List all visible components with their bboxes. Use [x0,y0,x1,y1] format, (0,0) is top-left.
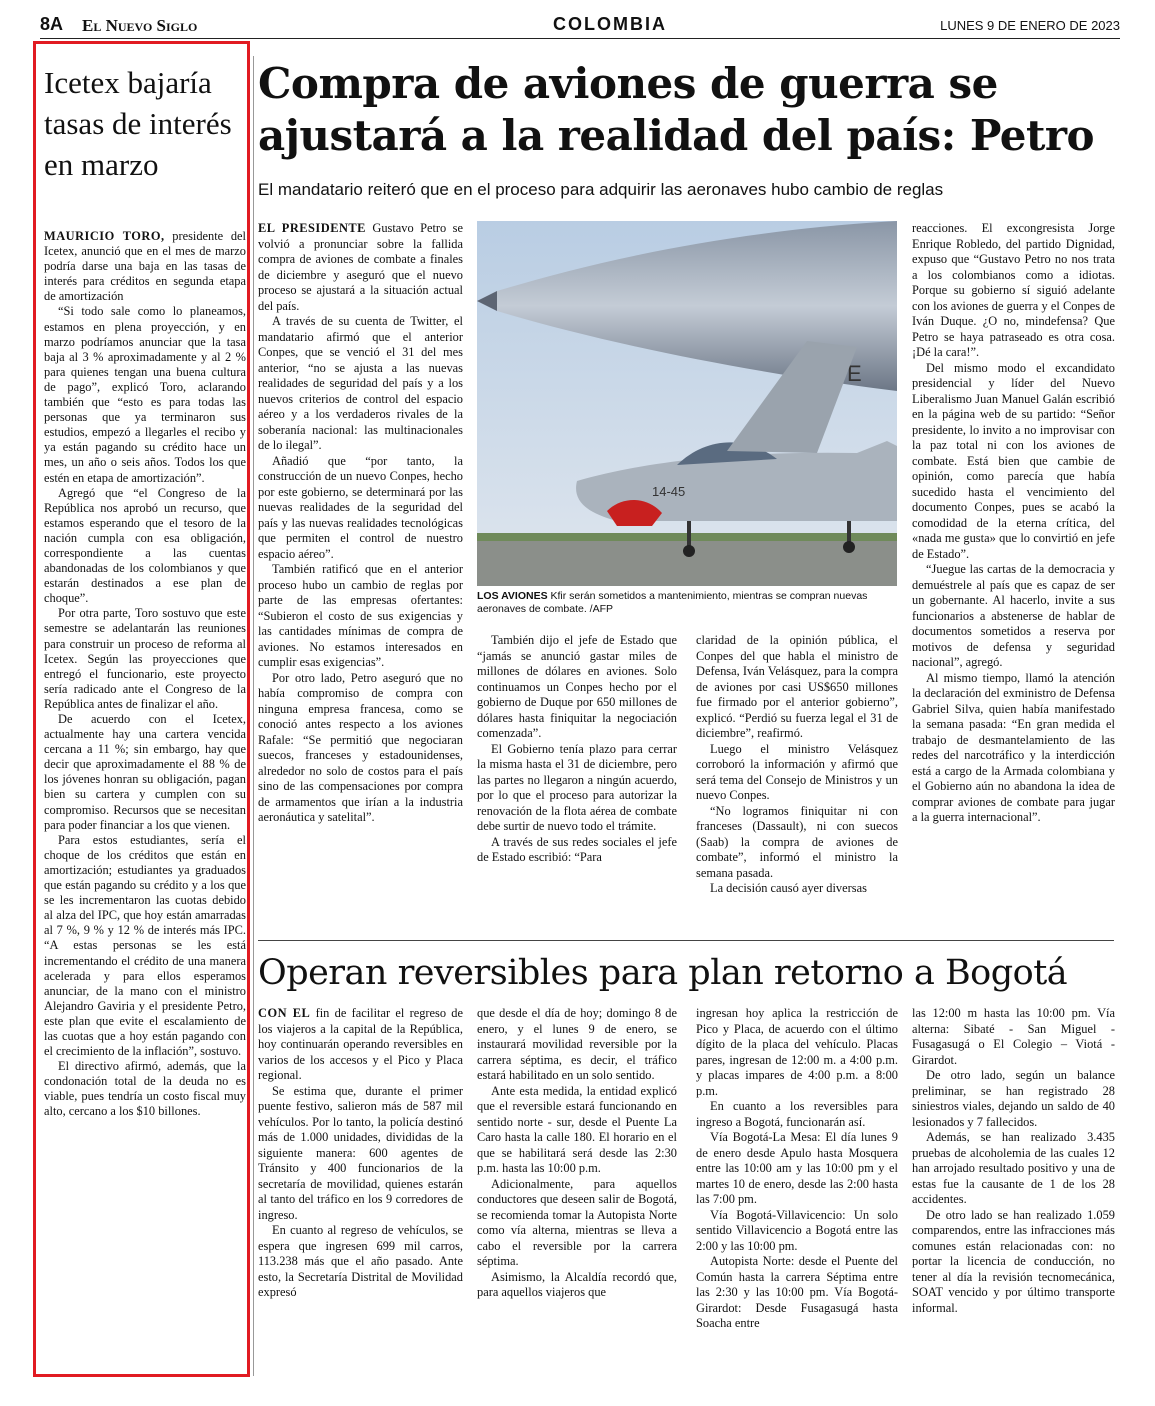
sidebar-paragraph: Para estos estudiantes, sería el choque de los créditos que están en amortización; estudiantes ya graduados que están pagando su crédito y a los que se les incrementaron las cuotas debido al alza del IPC, que hoy están amarradas al 7 %, 9 % y 12 % de interés más IPC. “A estas personas se les está incrementando el crédito de una manera acelerada y para ellos esperamos anunciar, de la mano con el ministro Alejandro Gaviria y el presidente Petro, este plan que evite el escalamiento de las cuotas que a hoy están pagando con el crecimiento de la inflación”, sostuvo. [44,832,246,1059]
article-paragraph: ingresan hoy aplica la restricción de Pico y Placa, de acuerdo con el último dígito de la placa del vehículo. Placas pares, ingresan de 12:00 m. a 4:00 p.m. y placas impares de 4:00 p.m. a 8:00 p.m. [696,1006,898,1098]
photo-credit: /AFP [586,603,614,615]
article-paragraph: CON EL fin de facilitar el regreso de los viajeros a la capital de la República, hoy continuarán operando reversibles en varios de los accesos y el Pico y Placa regional. [258,1006,463,1082]
column-divider [253,56,254,1376]
article-separator [258,940,1114,941]
article-paragraph: Vía Bogotá-La Mesa: El día lunes 9 de enero desde Apulo hasta Mosquera entre las 10:00 am y las 10:00 pm y el martes 10 de enero, desde las 2:00 hasta las 7:00 pm. [696,1130,898,1206]
article-paragraph: las 12:00 m hasta las 10:00 pm. Vía alterna: Sibaté - San Miguel - Fusagasugá o El Colegio – Viotá - Girardot. [912,1006,1115,1067]
article-paragraph: Ante esta medida, la entidad explicó que el reversible estará funcionando en sentido norte - sur, desde el Puente La Caro hasta la calle 180. El horario en el que se habilitará será desde las 2:30 p.m. hasta las 10:00 p.m. [477,1083,677,1175]
article-paragraph: Asimismo, la Alcaldía recordó que, para aquellos viajeros que [477,1269,677,1299]
main-subtitle: El mandatario reiteró que en el proceso para adquirir las aeronaves hubo cambio de reglas [258,180,944,199]
article-lead: CON EL [258,1006,311,1020]
svg-text:14-45: 14-45 [652,484,686,499]
photo-caption: LOS AVIONES Kfir serán sometidos a mantenimiento, mientras se compran nuevas aeronaves de combate. /AFP [477,590,868,615]
article-paragraph: Vía Bogotá-Villavicencio: Un solo sentido Villavicencio a Bogotá entre las 2:00 y las 10:00 pm. [696,1207,898,1253]
second-column-4 [912,1006,1115,1316]
main-column-2 [477,633,677,866]
article-paragraph: El Gobierno tenía plazo para cerrar la misma hasta el 31 de diciembre, pero las partes no llegaron a ningún acuerdo, por lo que el proceso para autorizar la renovación de la flota aérea de combate debe surtir de nuevo todo el trámite. [477,741,677,833]
article-paragraph: claridad de la opinión pública, el Conpes del que habla el ministro de Defensa, Iván Velásquez, para la compra de aviones por casi US$650 millones fue firmado por el anterior gobierno”, explicó. “Perdió su fuerza legal el 31 de diciembre”, reafirmó. [696,633,898,740]
main-column-1 [258,221,463,826]
article-lead: EL PRESIDENTE [258,221,366,235]
article-paragraph: En cuanto a los reversibles para ingreso a Bogotá, funcionarán así. [696,1099,898,1129]
sidebar-paragraph: Por otra parte, Toro sostuvo que este semestre se adelantarán las reuniones para construir un proceso de reforma al Icetex. Según las proyecciones que entregó el funcionario, este proyecto sería radicado ante el Congreso de la República antes de finalizar el año. [44,606,246,711]
page-header [40,10,1120,39]
sidebar-article [33,41,250,1377]
article-paragraph: que desde el día de hoy; domingo 8 de enero, y el lunes 9 de enero, se instaurará movilidad reversible por la carrera séptima, es decir, el tráfico estará habilitado en un solo sentido. [477,1006,677,1082]
second-column-3 [696,1006,898,1332]
article-paragraph: También dijo el jefe de Estado que “jamás se anunció gastar miles de millones de dólares en aviones. Solo continuamos un Conpes hecho por el gobierno de Duque por 650 millones de dólares hasta finiquitar la negociación comenzada”. [477,633,677,740]
article-paragraph: reacciones. El excongresista Jorge Enrique Robledo, del partido Dignidad, expuso que “Gustavo Petro no nos trata a los colombianos como a idiotas. Porque su gobierno sí siguió adelante con los aviones de guerra y el Conpes de Iván Duque. ¿O no, mindefensa? Que Petro se haya patraseado es otra cosa. ¡Dé la cara!”. [912,221,1115,359]
section-name: COLOMBIA [553,14,667,34]
article-paragraph: EL PRESIDENTE Gustavo Petro se volvió a pronunciar sobre la fallida compra de aviones de combate a finales de diciembre y aseguró que el nuevo proceso se ajustará a la situación actual del país. [258,221,463,313]
article-paragraph: Del mismo modo el excandidato presidencial y líder del Nuevo Liberalismo Juan Manuel Galán escribió en la página web de su partido: “Señor presidente, lo invito a no improvisar con la paz total ni con los aviones de combate. Está bien que cambie de opinión, como parecía que había sucedido hasta el vencimiento del documento Conpes, pues se acabó la comodidad de la eterna crítica, del «nada me gusta» que lo convirtió en jefe de Estado”. [912,360,1115,561]
second-column-2 [477,1006,677,1301]
second-headline: Operan reversibles para plan retorno a Bogotá [258,953,1068,993]
article-paragraph: A través de su cuenta de Twitter, el mandatario afirmó que el anterior Conpes, que se venció el 31 del mes anterior, “no se ajusta a las nuevas realidades de seguridad del país y a los nuevos criterios de control del espacio aéreo y a los verdaderos rivales de la soberanía nacional: las multinacionales de lo ilegal”. [258,314,463,452]
sidebar-paragraph: Agregó que “el Congreso de la República nos aprobó un recurso, que estamos esperando que el tesoro de la nación cumpla con esa obligación, correspondiente a las cuentas abandonadas de los colombianos y que estarán destinados a ese plan de choque”. [44,485,246,606]
article-paragraph: De otro lado, según un balance preliminar, se han registrado 28 siniestros viales, dejando un saldo de 40 lesionados y 7 fallecidos. [912,1068,1115,1129]
article-paragraph: Al mismo tiempo, llamó la atención la declaración del exministro de Defensa Gabriel Silva, quien había manifestado la semana pasada: “En gran medida el trabajo de desmantelamiento de las redes del narcotráfico y la interdicción está a cargo de la Armada colombiana y el Gobierno aún no abandona la idea de comprar aviones de combate para jugar a la guerra internacional”. [912,670,1115,824]
article-paragraph: Añadió que “por tanto, la construcción de un nuevo Conpes, hecho por este gobierno, se determinará por las nuevas realidades de la seguridad del país y las nuevas realidades tecnológicas que permiten el control de nuestro espacio aéreo”. [258,453,463,561]
sidebar-paragraph: “Si todo sale como lo planeamos, estamos en plena proyección, y en marzo podríamos anunciar que la tasa baja al 3 % aproximadamente y al 2 % para quienes tengan una buena cultura de pago”, explicó Toro, aclarando también que “esto es para todas las personas que ya terminaron sus estudios, empezó a llegarles el recibo y ya están pagando su crédito hace un mes, un año o seis años. Todos los que estén en etapa de amortización”. [44,304,246,485]
byline: MAURICIO TORO, [44,229,165,243]
article-paragraph: A través de sus redes sociales el jefe de Estado escribió: “Para [477,834,677,864]
sidebar-body [44,229,246,1120]
sidebar-headline: Icetex bajaría tasas de interés en marzo [44,65,232,182]
article-paragraph: Se estima que, durante el primer puente festivo, salieron más de 587 mil vehículos. Por lo tanto, la policía destinó más de 1.000 unidades, divididas de la siguiente manera: 600 agentes de Tránsito y 400 funcionarios de la secretaría de movilidad, quienes estarán al tanto del tráfico en los 9 corredores de ingreso. [258,1083,463,1222]
second-column-1 [258,1006,463,1301]
article-paragraph: Por otro lado, Petro aseguró que no había compromiso de compra con ninguna empresa francesa, como se conoció antes respecto a los aviones Rafale: “Se permitió que negociaran suecos, franceses y estadounidenses, alrededor no solo de costos para el país sino de las compensaciones por compra de armamentos que irían a la industria aeronáutica y satelital”. [258,670,463,824]
page-number: 8A [40,14,64,34]
caption-lead: LOS AVIONES [477,590,548,602]
article-paragraph: De otro lado se han realizado 1.059 comparendos, entre las infracciones más comunes están relacionadas con: no portar la licencia de conducción, no tener al día la revisión tecnomecánica, SOAT vencido y por último transporte informal. [912,1207,1115,1315]
main-column-3 [696,633,898,897]
sidebar-paragraph: El directivo afirmó, además, que la condonación total de la deuda no es viable, pues tendría un costo fiscal muy alto, cercano a los $10 billones. [44,1059,246,1119]
article-paragraph: También ratificó que en el anterior proceso hubo un cambio de reglas por parte de las empresas ofertantes: “Subieron el costo de sus exigencias y las cantidades mínimas de compra de aviones. No estamos interesados en cumplir esas exigencias”. [258,562,463,669]
article-paragraph: Adicionalmente, para aquellos conductores que deseen salir de Bogotá, se recomienda tomar la Autopista Norte como vía alterna, mientras se lleva a cabo el reversible por la carrera séptima. [477,1176,677,1268]
fighter-jet-illustration [477,221,897,586]
article-paragraph: En cuanto al regreso de vehículos, se espera que ingresen 699 mil carros, 113.238 más que el año pasado. Ante esto, la Secretaría Distrital de Movilidad expresó [258,1223,463,1299]
article-paragraph: Luego el ministro Velásquez corroboró la información y afirmó que será tema del Consejo de Ministros y un nuevo Conpes. [696,741,898,802]
fighter-jet-photo [477,221,897,586]
article-paragraph: “Juegue las cartas de la democracia y demuéstrele al país que es capaz de ser un gobernante. Al hacerlo, invite a sus funcionarios a abstenerse de hablar de documentos sometidos a reserva por motivos de defensa y seguridad nacional”, agregó. [912,562,1115,669]
svg-text:E: E [847,361,862,386]
main-column-4 [912,221,1115,826]
article-paragraph: Autopista Norte: desde el Puente del Común hasta la carrera Séptima entre las 2:30 y las 10:00 pm. Vía Bogotá-Girardot: Desde Fusagasugá hasta Soacha entre [696,1254,898,1330]
issue-date: LUNES 9 DE ENERO DE 2023 [940,18,1120,33]
sidebar-paragraph: De acuerdo con el Icetex, actualmente hay una cartera vencida cercana a 11 %; sin embargo, hay que decir que aproximadamente el 88 % de los jóvenes honran su obligación, pagan bien su cartera y cumplen con su compromiso. Recursos que se necesitan para poder financiar a los que vienen. [44,712,246,832]
article-paragraph: “No logramos finiquitar ni con franceses (Dassault), ni con suecos (Saab) la compra de aviones de combate”, informó el ministro la semana pasada. [696,803,898,880]
main-headline: Compra de aviones de guerra se ajustará a la realidad del país: Petro [258,59,1095,160]
article-paragraph: La decisión causó ayer diversas [710,881,867,895]
newspaper-name: El Nuevo Siglo [82,16,198,35]
sidebar-paragraph: MAURICIO TORO, presidente del Icetex, anunció que en el mes de marzo podría darse una baja en las tasas de interés para créditos en segunda etapa de amortización [44,229,246,304]
article-paragraph: Además, se han realizado 3.435 pruebas de alcoholemia de las cuales 12 han arrojado resultado positivo y una de estas fue la causante de 1 de los 28 accidentes. [912,1130,1115,1206]
